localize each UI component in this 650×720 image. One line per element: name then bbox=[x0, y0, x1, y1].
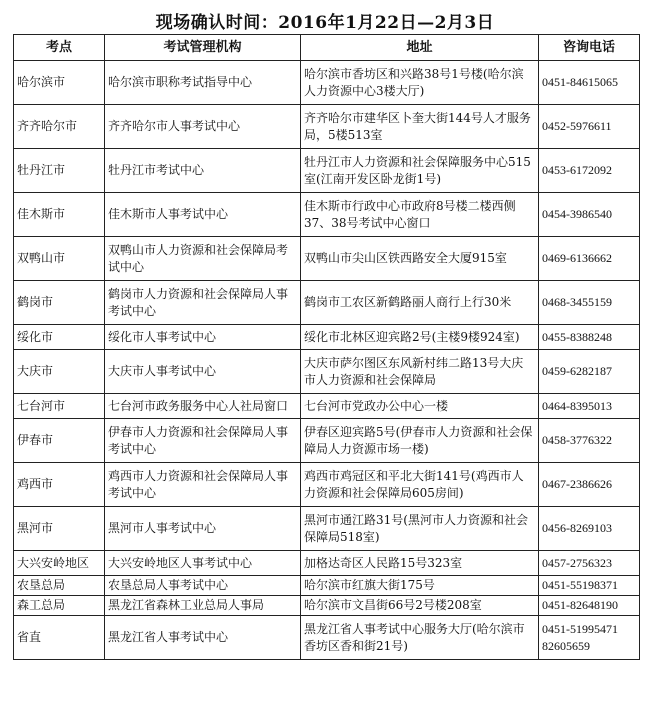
cell-agency: 大庆市人事考试中心 bbox=[105, 350, 301, 394]
cell-agency: 伊春市人力资源和社会保障局人事考试中心 bbox=[105, 419, 301, 463]
table-row bbox=[14, 419, 640, 463]
cell-phone: 0455-8388248 bbox=[539, 325, 640, 350]
cell-phone: 0453-6172092 bbox=[539, 149, 640, 193]
cell-agency: 鹤岗市人力资源和社会保障局人事考试中心 bbox=[105, 281, 301, 325]
cell-agency: 黑龙江省森林工业总局人事局 bbox=[105, 596, 301, 616]
cell-address: 佳木斯市行政中心市政府8号楼二楼西侧37、38号考试中心窗口 bbox=[301, 193, 539, 237]
cell-agency: 大兴安岭地区人事考试中心 bbox=[105, 551, 301, 576]
cell-address: 加格达奇区人民路15号323室 bbox=[301, 551, 539, 576]
cell-site: 佳木斯市 bbox=[14, 193, 105, 237]
cell-agency: 农垦总局人事考试中心 bbox=[105, 576, 301, 596]
cell-phone: 0468-3455159 bbox=[539, 281, 640, 325]
cell-address: 伊春区迎宾路5号(伊春市人力资源和社会保障局人力资源市场一楼) bbox=[301, 419, 539, 463]
table-row bbox=[14, 149, 640, 193]
cell-agency: 双鸭山市人力资源和社会保障局考试中心 bbox=[105, 237, 301, 281]
cell-site: 双鸭山市 bbox=[14, 237, 105, 281]
cell-address: 双鸭山市尖山区铁西路安全大厦915室 bbox=[301, 237, 539, 281]
cell-address: 大庆市萨尔图区东风新村纬二路13号大庆市人力资源和社会保障局 bbox=[301, 350, 539, 394]
cell-address: 哈尔滨市红旗大街175号 bbox=[301, 576, 539, 596]
table-row bbox=[14, 325, 640, 350]
cell-site: 绥化市 bbox=[14, 325, 105, 350]
cell-address: 鸡西市鸡冠区和平北大街141号(鸡西市人力资源和社会保障局605房间) bbox=[301, 463, 539, 507]
cell-site: 农垦总局 bbox=[14, 576, 105, 596]
table-row bbox=[14, 507, 640, 551]
cell-site: 大兴安岭地区 bbox=[14, 551, 105, 576]
cell-address: 哈尔滨市文昌街66号2号楼208室 bbox=[301, 596, 539, 616]
cell-phone: 0451-55198371 bbox=[539, 576, 640, 596]
column-header-agency: 考试管理机构 bbox=[105, 35, 301, 61]
cell-phone: 0457-2756323 bbox=[539, 551, 640, 576]
cell-address: 齐齐哈尔市建华区卜奎大街144号人才服务局，5楼513室 bbox=[301, 105, 539, 149]
cell-agency: 鸡西市人力资源和社会保障局人事考试中心 bbox=[105, 463, 301, 507]
cell-agency: 黑龙江省人事考试中心 bbox=[105, 616, 301, 660]
cell-agency: 黑河市人事考试中心 bbox=[105, 507, 301, 551]
column-header-address: 地址 bbox=[301, 35, 539, 61]
table-row bbox=[14, 394, 640, 419]
page-title: 现场确认时间：2016年1月22日—2月3日 bbox=[155, 13, 495, 33]
cell-agency: 七台河市政务服务中心人社局窗口 bbox=[105, 394, 301, 419]
cell-phone: 0452-5976611 bbox=[539, 105, 640, 149]
cell-site: 伊春市 bbox=[14, 419, 105, 463]
cell-address: 鹤岗市工农区新鹤路丽人商行上行30米 bbox=[301, 281, 539, 325]
cell-site: 哈尔滨市 bbox=[14, 61, 105, 105]
cell-phone: 0456-8269103 bbox=[539, 507, 640, 551]
table-row bbox=[14, 551, 640, 576]
table-row bbox=[14, 193, 640, 237]
table-row bbox=[14, 281, 640, 325]
cell-address: 哈尔滨市香坊区和兴路38号1号楼(哈尔滨人力资源中心3楼大厅) bbox=[301, 61, 539, 105]
cell-agency: 齐齐哈尔市人事考试中心 bbox=[105, 105, 301, 149]
cell-agency: 牡丹江市考试中心 bbox=[105, 149, 301, 193]
cell-site: 七台河市 bbox=[14, 394, 105, 419]
cell-address: 牡丹江市人力资源和社会保障服务中心515室(江南开发区卧龙街1号) bbox=[301, 149, 539, 193]
cell-site: 齐齐哈尔市 bbox=[14, 105, 105, 149]
cell-phone: 0464-8395013 bbox=[539, 394, 640, 419]
table-row bbox=[14, 576, 640, 596]
table-row bbox=[14, 596, 640, 616]
table-header-row bbox=[14, 35, 640, 61]
cell-site: 黑河市 bbox=[14, 507, 105, 551]
table-row bbox=[14, 61, 640, 105]
cell-agency: 哈尔滨市职称考试指导中心 bbox=[105, 61, 301, 105]
cell-site: 鸡西市 bbox=[14, 463, 105, 507]
cell-phone: 0469-6136662 bbox=[539, 237, 640, 281]
cell-phone: 0454-3986540 bbox=[539, 193, 640, 237]
cell-site: 牡丹江市 bbox=[14, 149, 105, 193]
cell-address: 黑河市通江路31号(黑河市人力资源和社会保障局518室) bbox=[301, 507, 539, 551]
table-row bbox=[14, 350, 640, 394]
exam-site-table bbox=[13, 34, 640, 660]
cell-site: 森工总局 bbox=[14, 596, 105, 616]
table-row bbox=[14, 463, 640, 507]
cell-site: 大庆市 bbox=[14, 350, 105, 394]
column-header-site: 考点 bbox=[14, 35, 105, 61]
cell-site: 鹤岗市 bbox=[14, 281, 105, 325]
cell-address: 黑龙江省人事考试中心服务大厅(哈尔滨市香坊区香和街21号) bbox=[301, 616, 539, 660]
cell-phone: 0458-3776322 bbox=[539, 419, 640, 463]
cell-agency: 佳木斯市人事考试中心 bbox=[105, 193, 301, 237]
cell-phone: 0459-6282187 bbox=[539, 350, 640, 394]
column-header-phone: 咨询电话 bbox=[539, 35, 640, 61]
table-row bbox=[14, 105, 640, 149]
cell-address: 绥化市北林区迎宾路2号(主楼9楼924室) bbox=[301, 325, 539, 350]
cell-site: 省直 bbox=[14, 616, 105, 660]
cell-phone: 0451-84615065 bbox=[539, 61, 640, 105]
table-row bbox=[14, 616, 640, 660]
cell-phone: 0451-51995471 82605659 bbox=[539, 616, 640, 660]
cell-phone: 0467-2386626 bbox=[539, 463, 640, 507]
cell-phone: 0451-82648190 bbox=[539, 596, 640, 616]
cell-address: 七台河市党政办公中心一楼 bbox=[301, 394, 539, 419]
cell-agency: 绥化市人事考试中心 bbox=[105, 325, 301, 350]
table-row bbox=[14, 237, 640, 281]
